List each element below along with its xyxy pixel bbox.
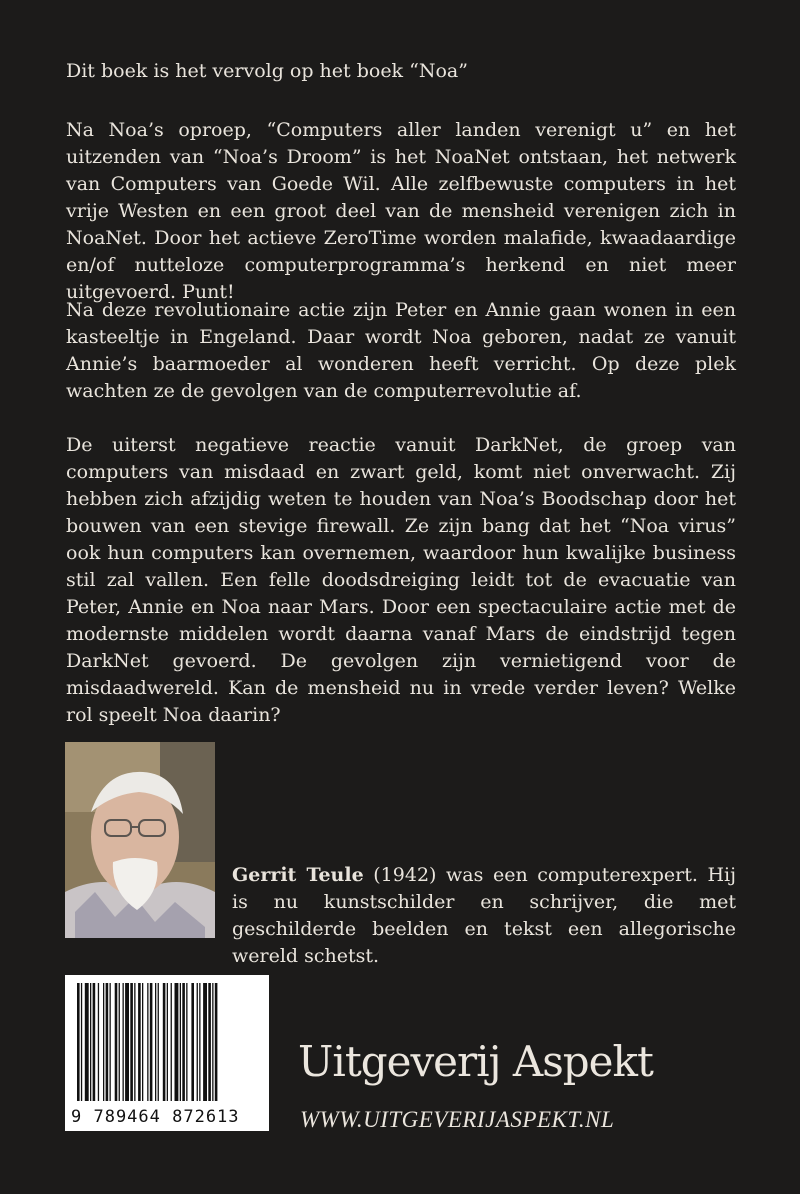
barcode-bar — [180, 983, 181, 1101]
barcode-bar — [115, 983, 118, 1101]
author-bio — [232, 862, 736, 970]
author-name: Gerrit Teule — [232, 864, 364, 886]
publisher-website[interactable]: WWW.UITGEVERIJASPEKT.NL — [300, 1107, 615, 1132]
barcode-bar — [93, 983, 96, 1101]
barcode-bar — [155, 983, 156, 1101]
barcode-bar — [203, 983, 207, 1101]
barcode-bar — [134, 983, 135, 1101]
barcode-bar — [98, 983, 99, 1101]
publisher-logo: Uitgeverij Aspekt — [298, 1037, 653, 1086]
barcode-bar — [106, 983, 109, 1101]
barcode-bar — [77, 983, 80, 1101]
barcode-bar — [197, 983, 198, 1101]
barcode-bar — [212, 983, 213, 1101]
barcode-bar — [123, 983, 124, 1101]
blurb-paragraph-2: Na deze revolutionaire actie zijn Peter en Annie gaan wonen in een kasteeltje in Engeland. Daar wordt Noa geboren, nadat ze vanuit Annie’s baarmoeder al wonderen heeft verricht. Op deze plek wachten ze de gevolgen van de computerrevolutie af. — [66, 299, 736, 402]
barcode-bar — [90, 983, 91, 1101]
barcode-bar — [191, 983, 194, 1101]
barcode-bar — [215, 983, 218, 1101]
author-portrait-illustration — [65, 742, 215, 938]
barcode-bar — [199, 983, 200, 1101]
barcode-bar — [186, 983, 187, 1101]
barcode-bar — [130, 983, 133, 1101]
barcode-digits: 9 789464 872613 — [71, 1107, 240, 1127]
blurb-paragraph-1: Na Noa’s oproep, “Computers aller landen verenigt u” en het uitzenden van “Noa’s Droom” is het NoaNet ontstaan, het netwerk van Computers van Goede Wil. Alle zelfbewuste computers in het vrije Westen en een groot deel van de mensheid verenigen zich in NoaNet. Door het actieve ZeroTime worden malafide, kwaadaardige en/of nutteloze computerprogramma’s herkend en niet meer uitgevoerd. Punt! — [66, 119, 736, 303]
barcode-bar — [142, 983, 143, 1101]
barcode-bar — [81, 983, 82, 1101]
barcode-bar — [147, 983, 148, 1101]
barcode-bar — [167, 983, 168, 1101]
author-bio-text: (1942) was een computerexpert. Hij is nu kunstschilder en schrijver, die met geschilderde beelden en tekst een allegorische wereld schetst. — [232, 864, 736, 967]
barcode-bar — [119, 983, 120, 1101]
barcode-bar — [163, 983, 166, 1101]
barcode-bars — [73, 983, 261, 1101]
barcode-bar — [175, 983, 179, 1101]
isbn-barcode — [65, 975, 269, 1131]
barcode-bar — [103, 983, 104, 1101]
author-photo — [65, 742, 215, 938]
barcode-bar — [125, 983, 129, 1101]
barcode-bar — [171, 983, 172, 1101]
barcode-bar — [150, 983, 153, 1101]
barcode-bar — [208, 983, 211, 1101]
barcode-bar — [110, 983, 111, 1101]
intro-line: Dit boek is het vervolg op het boek “Noa” — [66, 60, 468, 82]
barcode-bar — [138, 983, 141, 1101]
blurb-paragraph-3: De uiterst negatieve reactie vanuit DarkNet, de groep van computers van misdaad en zwart geld, komt niet onverwacht. Zij hebben zich afzijdig weten te houden van Noa’s Boodschap door het bouwen van een stevige firewall. Ze zijn bang dat het “Noa virus” ook hun computers kan overnemen, waardoor hun kwalijke business stil zal vallen. Een felle doodsdreiging leidt tot de evacuatie van Peter, Annie en Noa naar Mars. Door een spectaculaire actie met de modernste middelen wordt daarna vanaf Mars de eindstrijd tegen DarkNet gevoerd. De gevolgen zijn vernietigend voor de misdaadwereld. Kan de mensheid nu in vrede verder leven? Welke rol speelt Noa daarin? — [66, 434, 736, 726]
barcode-bar — [158, 983, 159, 1101]
barcode-bar — [182, 983, 185, 1101]
barcode-bar — [85, 983, 89, 1101]
